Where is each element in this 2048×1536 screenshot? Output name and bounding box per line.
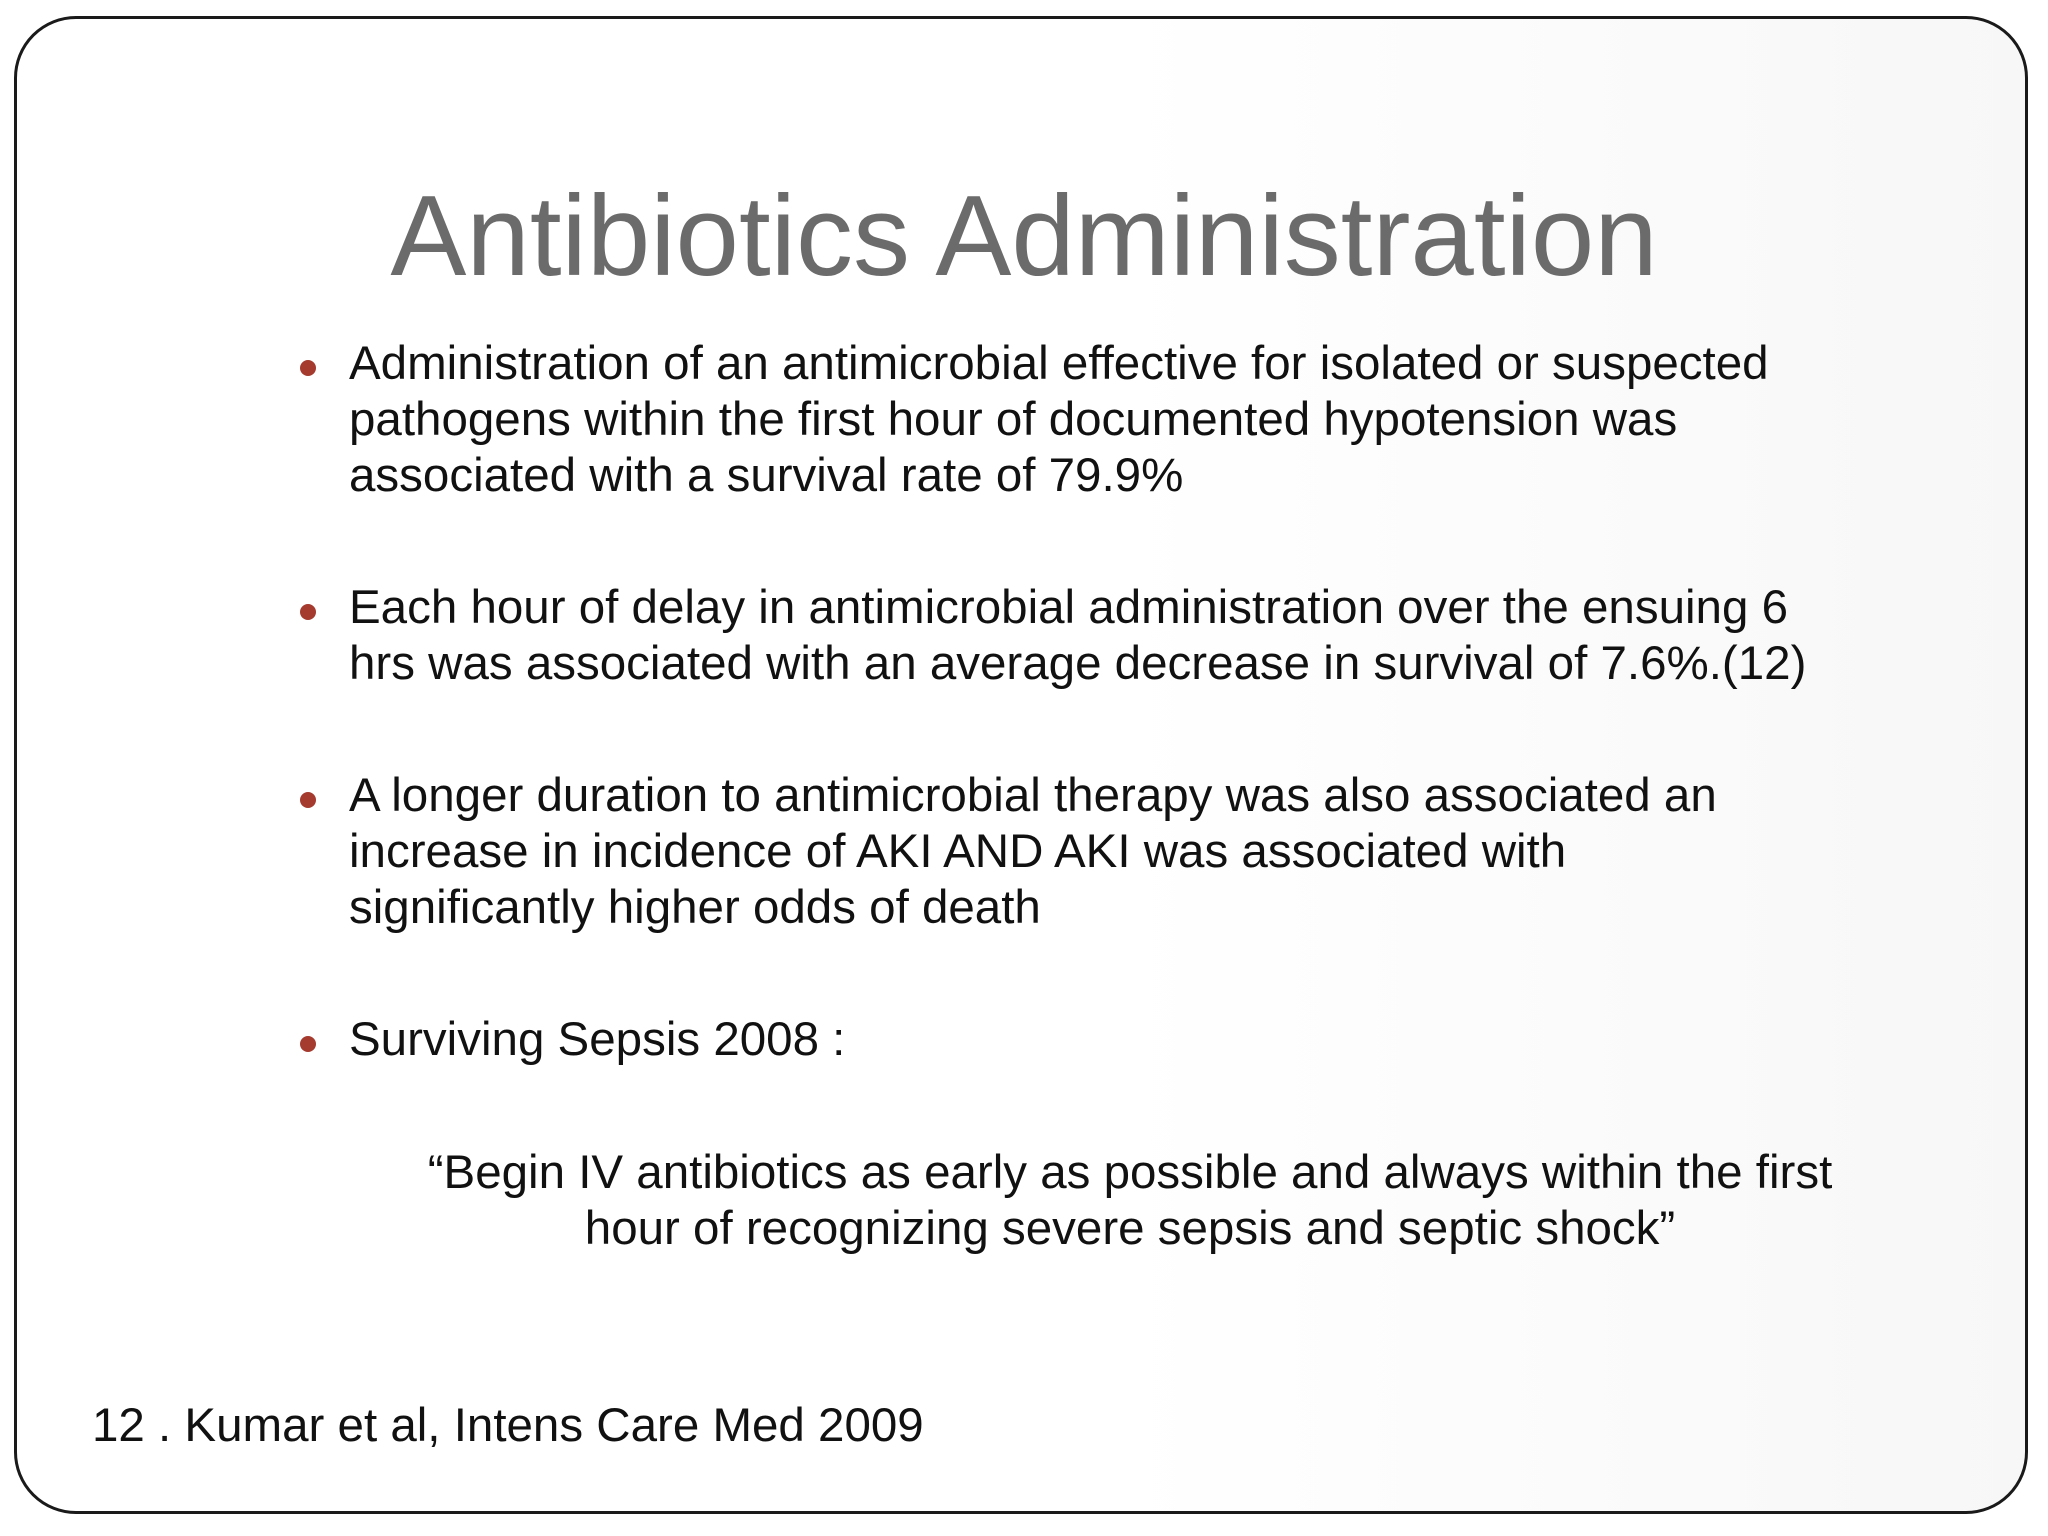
bullet-dot-icon bbox=[300, 1036, 316, 1052]
bullet-dot-icon bbox=[300, 360, 316, 376]
quote-text: “Begin IV antibiotics as early as possible and always within the first hour of recognizing severe sepsis and septic shock” bbox=[427, 1146, 1833, 1255]
bullet-text: Surviving Sepsis 2008 : bbox=[349, 1013, 846, 1066]
bullet-dot-icon bbox=[300, 604, 316, 620]
bullet-text: Administration of an antimicrobial effective for isolated or suspected pathogens within the first hour of documented hypotension was associated with a survival rate of 79.9% bbox=[349, 337, 1769, 502]
footnote: 12 . Kumar et al, Intens Care Med 2009 bbox=[92, 1399, 924, 1452]
bullet-text: Each hour of delay in antimicrobial administration over the ensuing 6 hrs was associated with an average decrease in survival of 7.6%.(12) bbox=[349, 581, 1807, 690]
bullet-text: A longer duration to antimicrobial therapy was also associated an increase in incidence of AKI AND AKI was associated with significantly higher odds of death bbox=[349, 769, 1717, 934]
slide-title: Antibiotics Administration bbox=[390, 173, 1658, 300]
bullet-dot-icon bbox=[300, 792, 316, 808]
